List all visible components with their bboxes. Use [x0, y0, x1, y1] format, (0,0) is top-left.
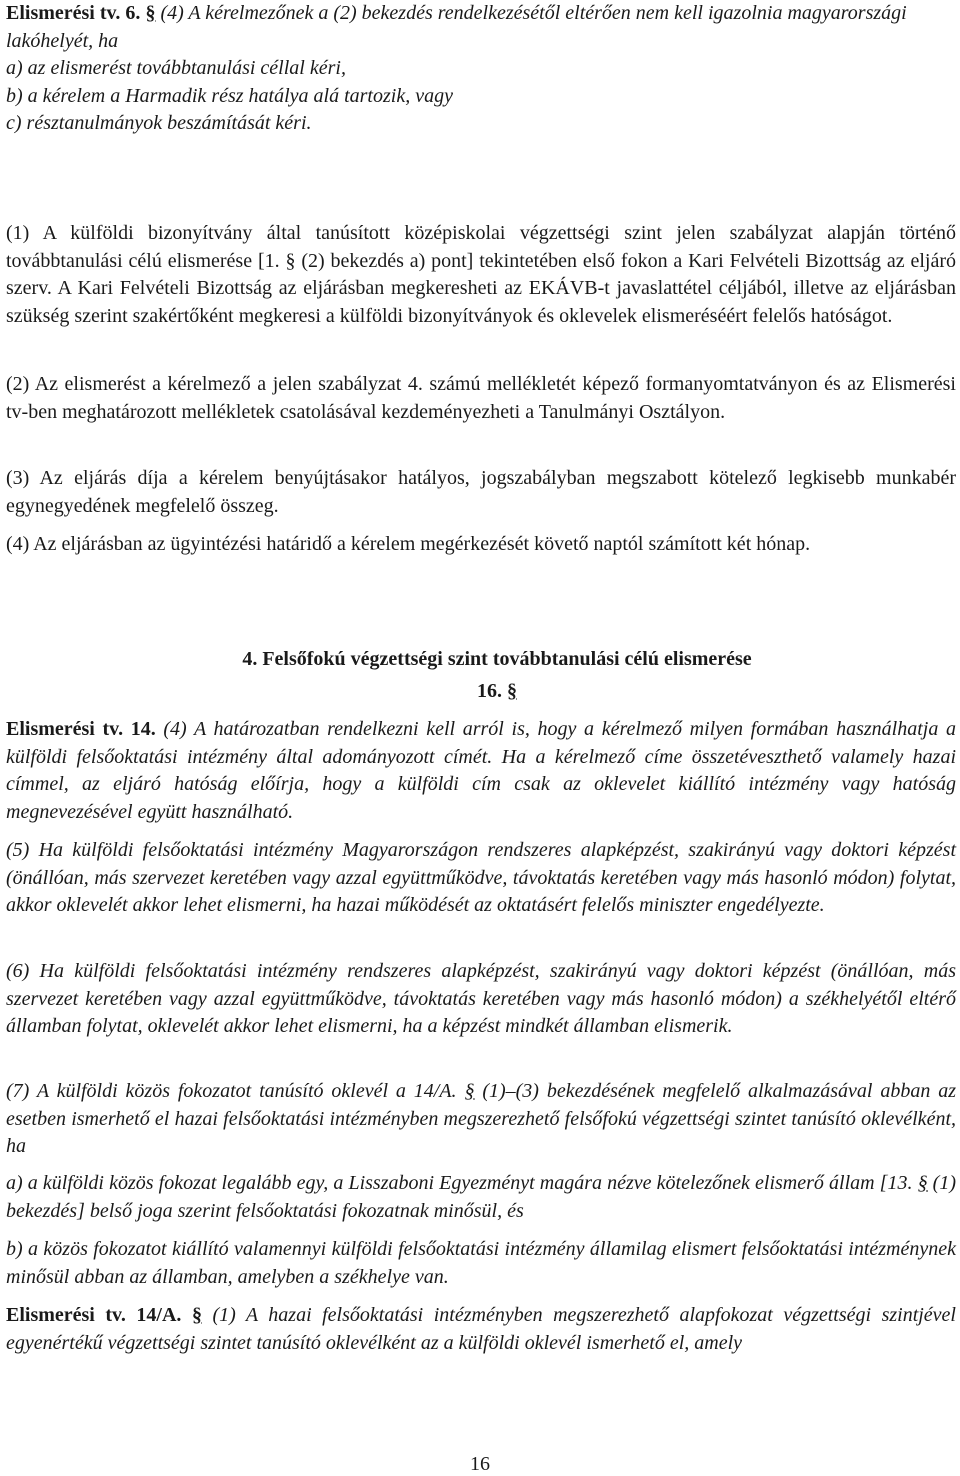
section-number-value: 16. — [477, 680, 502, 702]
section-sign: § — [917, 1172, 928, 1194]
law-quote-6-body: (4) A kérelmezőnek a (2) bekezdés rendelkezésétől eltérően nem kell igazolnia magyarországi lakóhelyét, ha — [6, 2, 907, 52]
law-quote-14-pa-part-2: (1) bekezdés] belső joga szerint felsőoktatási fokozatnak minősül, és — [6, 1172, 956, 1222]
law-quote-14-pb: b) a közös fokozatot kiállító valamennyi külföldi felsőoktatási intézmény államilag elismert felsőoktatási intézménynek minősül abban az államban, amelyben a székhelye van. — [6, 1238, 956, 1288]
section-heading: 4. Felsőfokú végzettségi szint továbbtanulási célú elismerése — [242, 648, 752, 670]
law-reference: Elismerési tv. 14. — [6, 718, 156, 740]
section-sign: § — [191, 1304, 202, 1326]
paragraph-4: (4) Az eljárásban az ügyintézési határidő a kérelem megérkezését követő naptól számított két hónap. — [6, 533, 811, 555]
paragraph-3: (3) Az eljárás díja a kérelem benyújtásakor hatályos, jogszabályban megszabott kötelező legkisebb munkabér egynegyedének megfelelő összeg. — [6, 467, 956, 517]
law-quote-6-text — [6, 0, 958, 55]
law-reference: Elismerési tv. 6. — [6, 2, 141, 24]
section-sign: § — [507, 680, 517, 702]
page-number: 16 — [470, 1453, 490, 1475]
law-quote-14-pa-part-1: a) a külföldi közös fokozat legalább egy, a Lisszaboni Egyezményt magára nézve kötelezőnek elismerő állam [13. — [6, 1172, 918, 1194]
law-quote-14-p7 — [6, 1078, 956, 1161]
law-quote-14a — [6, 1302, 956, 1357]
list-item-a: a) az elismerést továbbtanulási céllal kéri, — [6, 57, 346, 79]
paragraph-1-part-1: (1) A külföldi bizonyítvány által tanúsított középiskolai végzettségi szint jelen szabályzat alapján történő továbbtanulási célú elismerése [1. — [6, 222, 956, 272]
law-quote-6 — [6, 0, 958, 138]
paragraph-1-part-2: (2) bekezdés a) pont] tekintetében első fokon a Kari Felvételi Bizottság az eljáró szerv. A Kari Felvételi Bizottság az eljárásban megkeresheti az EKÁVB-t javaslattétel céljából, illetve az eljárásban szükség szerint szakértőként megkeresi a külföldi bizonyítványok és oklevelek elismeréséért felelős hatóságot. — [6, 249, 957, 327]
law-quote-14-p7-part-1: (7) A külföldi közös fokozatot tanúsító oklevél a 14/A. — [6, 1080, 465, 1102]
section-sign: § — [145, 2, 156, 24]
section-sign: § — [464, 1080, 475, 1102]
law-quote-14-p7-part-2: (1)–(3) bekezdésének megfelelő alkalmazásával abban az esetben ismerhető el hazai felsőoktatási intézményben megszerezhető felsőfokú végzettségi szintet tanúsító oklevélként, ha — [6, 1080, 957, 1157]
paragraph-1 — [6, 220, 956, 330]
law-quote-14-pa — [6, 1170, 956, 1225]
law-quote-14-p4 — [6, 716, 956, 826]
law-quote-14-p5: (5) Ha külföldi felsőoktatási intézmény Magyarországon rendszeres alapképzést, szakirányú vagy doktori képzést (önállóan, más szervezet keretében vagy azzal együttműködve, távoktatás keretében vagy más hasonló módon) folytat, akkor oklevelét akkor lehet elismerni, ha hazai működését az oktatásért felelős miniszter engedélyezte. — [6, 839, 956, 916]
paragraph-2: (2) Az elismerést a kérelmező a jelen szabályzat 4. számú mellékletét képező formanyomtatványon és az Elismerési tv-ben meghatározott mellékletek csatolásával kezdeményezheti a Tanulmányi Osztályon. — [6, 373, 956, 423]
law-quote-14a-body: (1) A hazai felsőoktatási intézményben megszerezhető alapfokozat végzettségi szintjével egyenértékű végzettségi szintet tanúsító oklevélként az a külföldi oklevél ismerhető el, amely — [6, 1304, 956, 1354]
law-quote-14-p4-body: (4) A határozatban rendelkezni kell arról is, hogy a kérelmező milyen formában használhatja a külföldi felsőoktatási intézmény által adományozott címét. Ha a kérelmező címe összetéveszthető valamely hazai címmel, az eljáró hatóság előírja, hogy a külföldi cím csak az oklevelet kiállító intézmény vagy hatóság megnevezésével együtt használható. — [6, 718, 956, 823]
section-number — [6, 678, 960, 705]
law-reference: Elismerési tv. 14/A. — [6, 1304, 182, 1326]
list-item-b: b) a kérelem a Harmadik rész hatálya alá tartozik, vagy — [6, 84, 453, 107]
law-quote-14-p6: (6) Ha külföldi felsőoktatási intézmény rendszeres alapképzést, szakirányú vagy doktori képzést (önállóan, más szervezet keretében vagy azzal együttműködve, távoktatás keretében vagy más hasonló módon) a székhelyétől eltérő államban folytat, oklevelét akkor lehet elismerni, ha a képzést mindkét államban elismerik. — [6, 960, 956, 1037]
list-item-c: c) résztanulmányok beszámítását kéri. — [6, 112, 312, 134]
section-sign: § — [285, 249, 296, 272]
